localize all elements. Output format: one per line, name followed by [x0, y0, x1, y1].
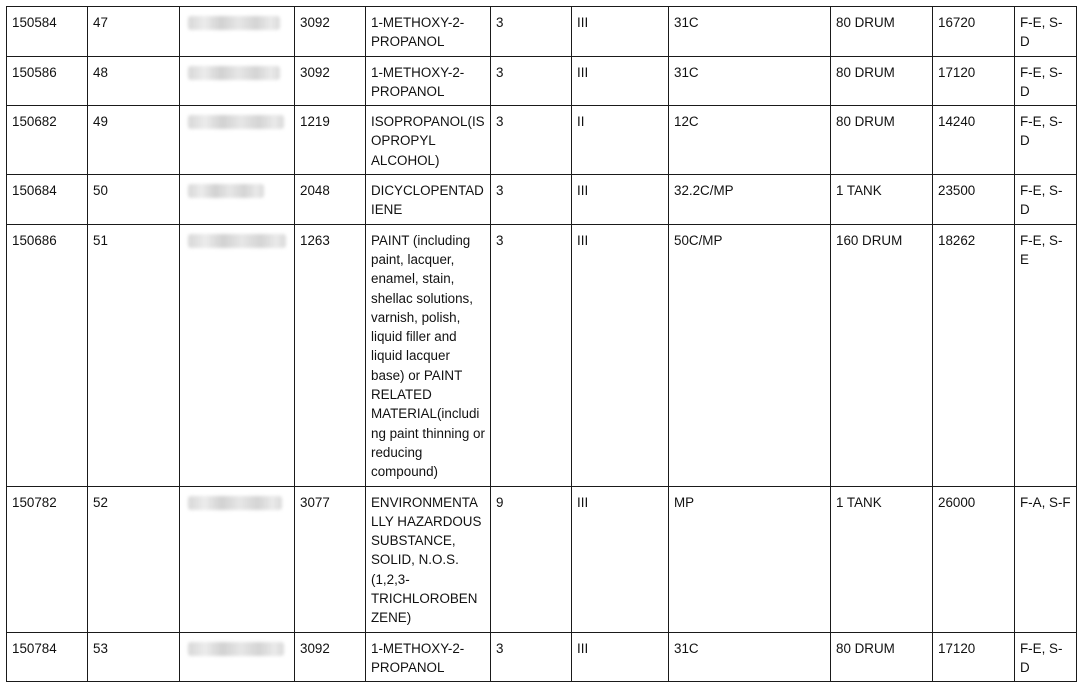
- cell-proper-shipping-name: PAINT (including paint, lacquer, enamel, stain, shellac solutions, varnish, polish, liquid filler and liquid lacquer base) or PAINT RELATED MATERIAL(including paint thinning or reducing compound): [366, 224, 491, 486]
- cell-proper-shipping-name: 1-METHOXY-2-PROPANOL: [366, 7, 491, 57]
- cell-packages: 1 TANK: [831, 486, 933, 632]
- cell-un-number: 3092: [295, 56, 366, 106]
- cell-ems: F-A, S-F: [1015, 486, 1077, 632]
- cell-class: 3: [491, 175, 572, 225]
- cell-proper-shipping-name: DICYCLOPENTADIENE: [366, 175, 491, 225]
- redaction-blur: [188, 184, 264, 198]
- cell-packages: 80 DRUM: [831, 106, 933, 175]
- cell-flash-point: 32.2C/MP: [669, 175, 831, 225]
- cell-packages: 160 DRUM: [831, 224, 933, 486]
- table-row: [7, 224, 1077, 486]
- cell-weight: 17120: [933, 632, 1015, 682]
- table-row: [7, 486, 1077, 632]
- cell-redacted: [180, 486, 295, 632]
- cell-redacted: [180, 632, 295, 682]
- cell-packing-group: III: [572, 175, 669, 225]
- redaction-blur: [188, 16, 280, 30]
- dangerous-goods-table: [6, 6, 1077, 682]
- cell-id: 150584: [7, 7, 88, 57]
- cell-un-number: 3092: [295, 7, 366, 57]
- table-row: [7, 106, 1077, 175]
- cell-proper-shipping-name: 1-METHOXY-2-PROPANOL: [366, 56, 491, 106]
- cell-seq: 47: [88, 7, 180, 57]
- cell-flash-point: 31C: [669, 7, 831, 57]
- cell-un-number: 2048: [295, 175, 366, 225]
- cell-flash-point: 12C: [669, 106, 831, 175]
- redaction-blur: [188, 115, 284, 129]
- cell-packing-group: II: [572, 106, 669, 175]
- cell-seq: 52: [88, 486, 180, 632]
- cell-id: 150684: [7, 175, 88, 225]
- cell-redacted: [180, 175, 295, 225]
- cell-id: 150586: [7, 56, 88, 106]
- cell-packages: 80 DRUM: [831, 56, 933, 106]
- cell-id: 150686: [7, 224, 88, 486]
- cell-packing-group: III: [572, 224, 669, 486]
- redaction-blur: [188, 234, 286, 248]
- cell-packing-group: III: [572, 7, 669, 57]
- table-row: [7, 56, 1077, 106]
- cell-redacted: [180, 7, 295, 57]
- cell-flash-point: MP: [669, 486, 831, 632]
- cell-proper-shipping-name: ENVIRONMENTALLY HAZARDOUS SUBSTANCE, SOLID, N.O.S.(1,2,3-TRICHLOROBENZENE): [366, 486, 491, 632]
- cell-packing-group: III: [572, 486, 669, 632]
- cell-ems: F-E, S-D: [1015, 632, 1077, 682]
- table-row: [7, 7, 1077, 57]
- table-row: [7, 632, 1077, 682]
- cell-id: 150784: [7, 632, 88, 682]
- cell-class: 3: [491, 224, 572, 486]
- redaction-blur: [188, 496, 282, 510]
- redaction-blur: [188, 66, 280, 80]
- cell-packing-group: III: [572, 632, 669, 682]
- table-row: [7, 175, 1077, 225]
- cell-weight: 14240: [933, 106, 1015, 175]
- cell-redacted: [180, 106, 295, 175]
- cell-id: 150782: [7, 486, 88, 632]
- cell-redacted: [180, 56, 295, 106]
- cell-flash-point: 31C: [669, 632, 831, 682]
- cell-un-number: 3077: [295, 486, 366, 632]
- cell-packages: 1 TANK: [831, 175, 933, 225]
- cell-weight: 16720: [933, 7, 1015, 57]
- cell-ems: F-E, S-D: [1015, 175, 1077, 225]
- cell-un-number: 1263: [295, 224, 366, 486]
- cell-ems: F-E, S-D: [1015, 106, 1077, 175]
- cell-packing-group: III: [572, 56, 669, 106]
- cell-seq: 51: [88, 224, 180, 486]
- redaction-blur: [188, 642, 284, 656]
- cell-flash-point: 31C: [669, 56, 831, 106]
- cell-un-number: 1219: [295, 106, 366, 175]
- cell-class: 9: [491, 486, 572, 632]
- cell-class: 3: [491, 106, 572, 175]
- cell-class: 3: [491, 56, 572, 106]
- cell-proper-shipping-name: ISOPROPANOL(ISOPROPYL ALCOHOL): [366, 106, 491, 175]
- cell-un-number: 3092: [295, 632, 366, 682]
- cell-weight: 18262: [933, 224, 1015, 486]
- cell-ems: F-E, S-D: [1015, 7, 1077, 57]
- cell-weight: 26000: [933, 486, 1015, 632]
- cell-id: 150682: [7, 106, 88, 175]
- cell-ems: F-E, S-D: [1015, 56, 1077, 106]
- cell-ems: F-E, S-E: [1015, 224, 1077, 486]
- cell-class: 3: [491, 7, 572, 57]
- cell-seq: 49: [88, 106, 180, 175]
- cell-redacted: [180, 224, 295, 486]
- cell-flash-point: 50C/MP: [669, 224, 831, 486]
- cell-class: 3: [491, 632, 572, 682]
- cell-seq: 53: [88, 632, 180, 682]
- cell-seq: 50: [88, 175, 180, 225]
- cell-weight: 17120: [933, 56, 1015, 106]
- cell-weight: 23500: [933, 175, 1015, 225]
- cell-packages: 80 DRUM: [831, 7, 933, 57]
- cell-seq: 48: [88, 56, 180, 106]
- cell-proper-shipping-name: 1-METHOXY-2-PROPANOL: [366, 632, 491, 682]
- cell-packages: 80 DRUM: [831, 632, 933, 682]
